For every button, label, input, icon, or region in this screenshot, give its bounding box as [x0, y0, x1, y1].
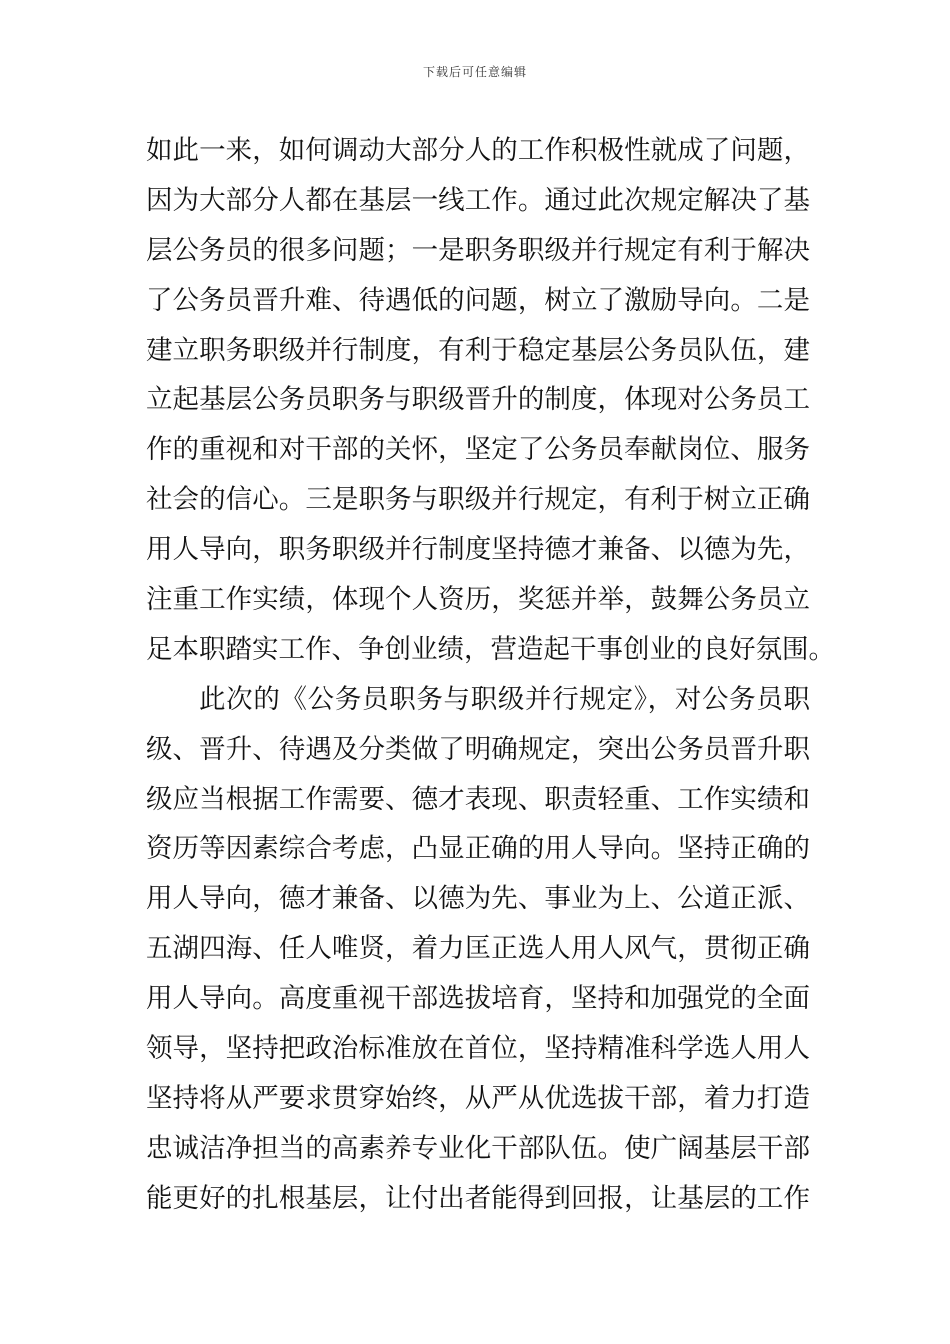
text-line: 注重工作实绩，体现个人资历，奖惩并举，鼓舞公务员立 — [146, 584, 810, 616]
text-line: 级、晋升、待遇及分类做了明确规定，突出公务员晋升职 — [146, 733, 810, 765]
text-line: 因为大部分人都在基层一线工作。通过此次规定解决了基 — [146, 184, 810, 216]
text-line: 立起基层公务员职务与职级晋升的制度，体现对公务员工 — [146, 384, 810, 416]
text-line: 五湖四海、任人唯贤，着力匡正选人用人风气，贯彻正确 — [146, 933, 810, 965]
text-line: 忠诚洁净担当的高素养专业化干部队伍。使广阔基层干部 — [146, 1132, 810, 1164]
text-line: 领导，坚持把政治标准放在首位，坚持精准科学选人用人 — [146, 1033, 810, 1065]
text-line: 作的重视和对干部的关怀，坚定了公务员奉献岗位、服务 — [146, 434, 810, 466]
text-line: 级应当根据工作需要、德才表现、职责轻重、工作实绩和 — [146, 783, 810, 815]
text-line: 了公务员晋升难、待遇低的问题，树立了激励导向。二是 — [146, 284, 810, 316]
text-line: 用人导向，德才兼备、以德为先、事业为上、公道正派、 — [146, 883, 810, 915]
text-line: 资历等因素综合考虑，凸显正确的用人导向。坚持正确的 — [146, 833, 810, 865]
paragraph-start-line: 此次的《公务员职务与职级并行规定》，对公务员职 — [199, 683, 810, 715]
text-line: 层公务员的很多问题；一是职务职级并行规定有利于解决 — [146, 234, 810, 266]
text-line: 用人导向，职务职级并行制度坚持德才兼备、以德为先， — [146, 534, 810, 566]
text-line: 用人导向。高度重视干部选拔培育，坚持和加强党的全面 — [146, 983, 810, 1015]
document-body — [146, 126, 835, 1224]
page-header-note: 下载后可任意编辑 — [422, 65, 527, 79]
text-line: 坚持将从严要求贯穿始终，从严从优选拔干部，着力打造 — [146, 1082, 810, 1114]
paragraph-end-line: 足本职踏实工作、争创业绩，营造起干事创业的良好氛围。 — [146, 633, 835, 665]
text-line: 如此一来，如何调动大部分人的工作积极性就成了问题， — [146, 135, 810, 166]
text-line: 社会的信心。三是职务与职级并行规定，有利于树立正确 — [146, 484, 810, 516]
text-line: 能更好的扎根基层，让付出者能得到回报，让基层的工作 — [146, 1182, 810, 1214]
text-line: 建立职务职级并行制度，有利于稳定基层公务员队伍，建 — [146, 334, 810, 366]
